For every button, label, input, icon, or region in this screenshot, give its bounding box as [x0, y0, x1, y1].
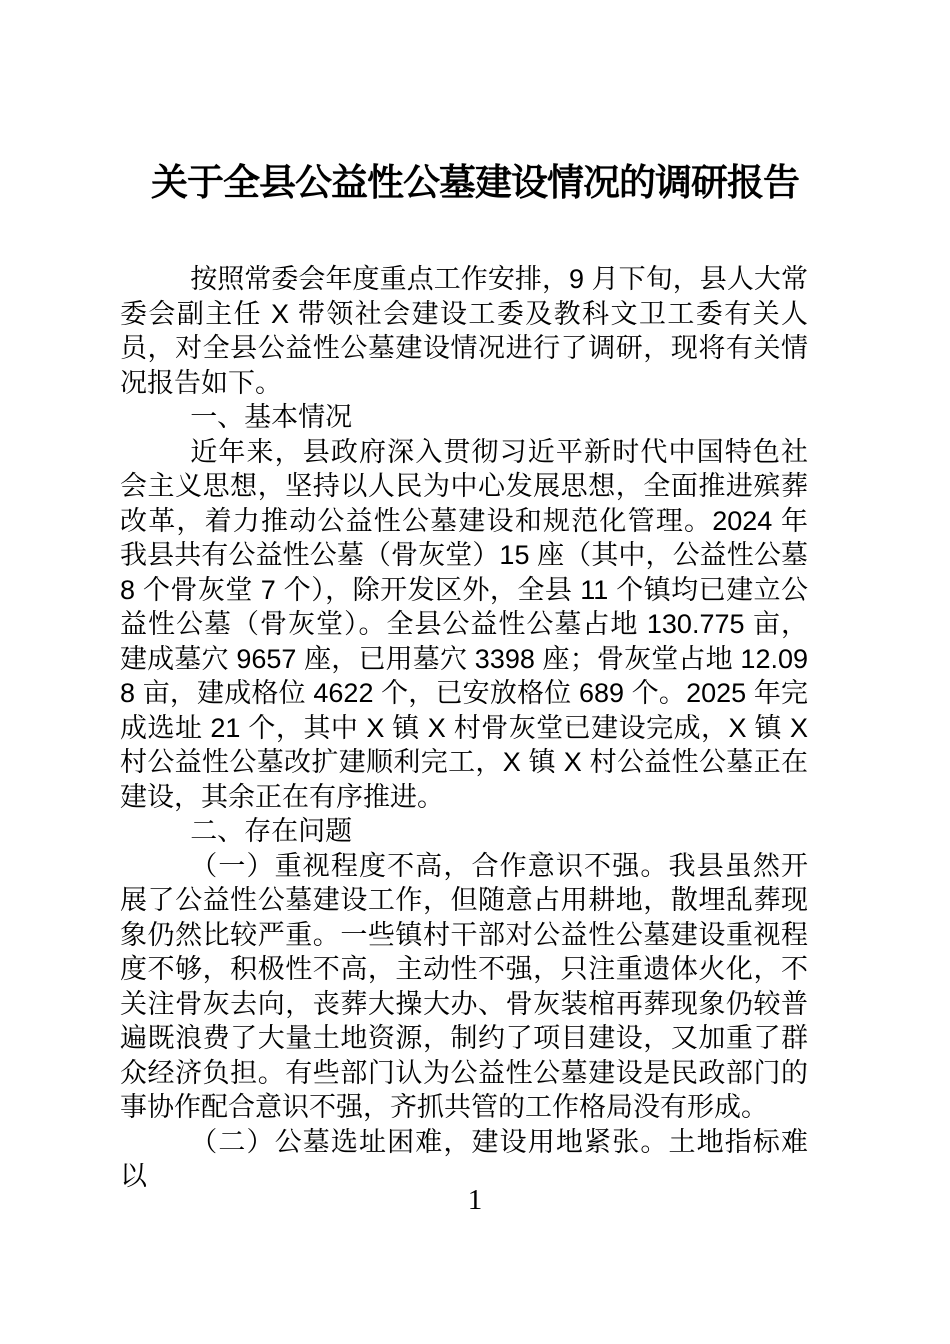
paragraph-problem-1: （一）重视程度不高，合作意识不强。我县虽然开展了公益性公墓建设工作，但随意占用耕地，散埋乱葬现象仍然比较严重。一些镇村干部对公益性公墓建设重视程度不够，积极性不高，主动性不强，只注重遗体火化，不关注骨灰去向，丧葬大操大办、骨灰装棺再葬现象仍较普遍既浪费了大量土地资源，制约了项目建设，又加重了群众经济负担。有些部门认为公益性公墓建设是民政部门的事协作配合意识不强，齐抓共管的工作格局没有形成。 — [120, 850, 808, 1122]
document-title: 关于全县公益性公墓建设情况的调研报告 — [151, 162, 799, 203]
page-number: 1 — [467, 1184, 483, 1216]
document-body — [120, 262, 808, 1194]
paragraph-intro: 按照常委会年度重点工作安排，9 月下旬，县人大常委会副主任 X 带领社会建设工委及教科文卫工委有关人员，对全县公益性公墓建设情况进行了调研，现将有关情况报告如下。 — [120, 264, 808, 398]
paragraph-problem-2: （二）公墓选址困难，建设用地紧张。土地指标难以 — [120, 1126, 808, 1191]
section-heading-problems: 二、存在问题 — [190, 816, 353, 846]
section-heading-basic-situation: 一、基本情况 — [190, 402, 353, 432]
paragraph-basic-situation: 近年来，县政府深入贯彻习近平新时代中国特色社会主义思想，坚持以人民为中心发展思想，全面推进殡葬改革，着力推动公益性公墓建设和规范化管理。2024 年我县共有公益性公墓（骨灰堂）15 座（其中，公益性公墓 8 个骨灰堂 7 个），除开发区外，全县 11 个镇均已建立公益性公墓（骨灰堂）。全县公益性公墓占地 130.775 亩，建成墓穴 9657 座，已用墓穴 3398 座；骨灰堂占地 12.098 亩，建成格位 4622 个，已安放格位 689 个。2025 年完成选址 21 个，其中 X 镇 X 村骨灰堂已建设完成，X 镇 X 村公益性公墓改扩建顺利完工，X 镇 X 村公益性公墓正在建设，其余正在有序推进。 — [120, 436, 808, 812]
